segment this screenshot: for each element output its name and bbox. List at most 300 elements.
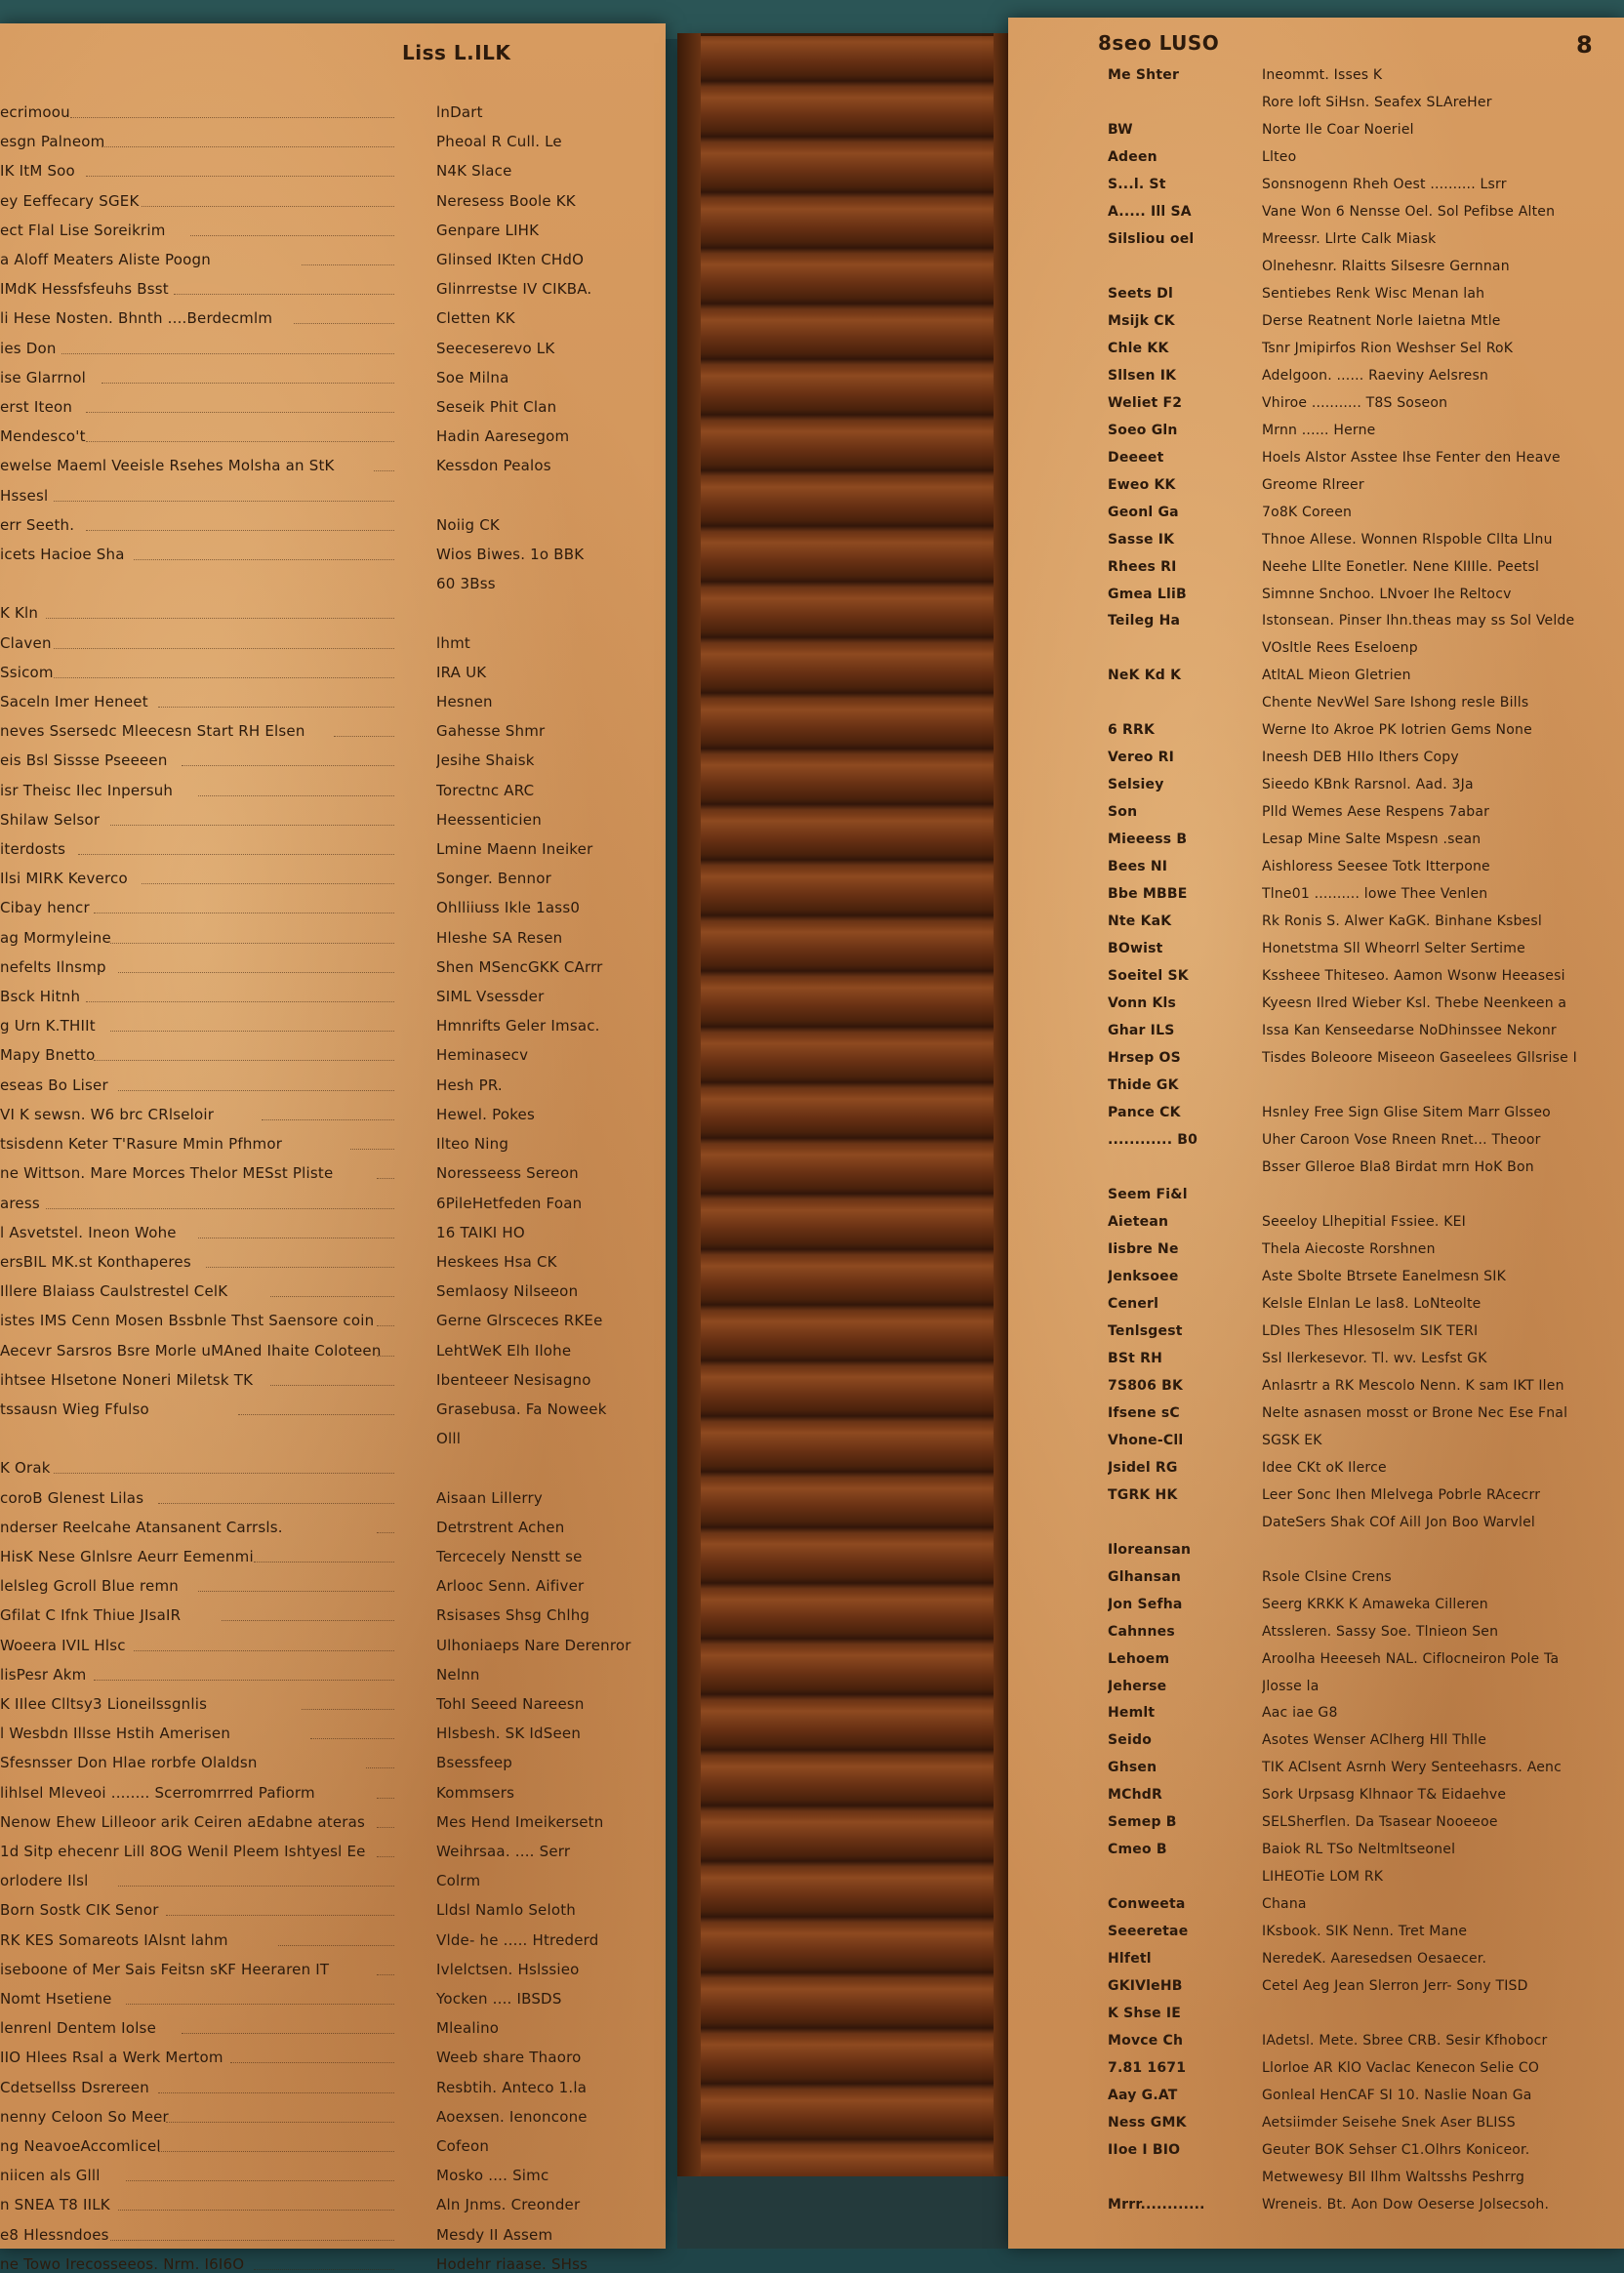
- right-entry-description: Tisdes Boleoore Miseeon Gaseelees Gllsrise I: [1262, 1050, 1577, 1066]
- right-entry-description: Vhiroe ........... T8S Soseon: [1262, 395, 1448, 411]
- right-entry-code: Ifsene sC: [1108, 1405, 1180, 1421]
- dotted-leader: [118, 972, 394, 973]
- right-entry-description: Thnoe Allese. Wonnen Rlspoble Cllta Llnu: [1262, 532, 1553, 548]
- right-entry-code: BOwist: [1108, 941, 1163, 956]
- right-entry-description: Ssl Ilerkesevor. Tl. wv. Lesfst GK: [1262, 1351, 1487, 1366]
- left-entry-value: Hmnrifts Geler Imsac.: [436, 1017, 600, 1035]
- left-entry-value: Heessenticien: [436, 811, 542, 829]
- dotted-leader: [102, 383, 394, 384]
- left-entry-value: Mesdy II Assem: [436, 2226, 553, 2244]
- dotted-leader: [118, 2210, 394, 2211]
- right-entry-description: Leer Sonc Ihen Mlelvega Pobrle RAcecrr: [1262, 1487, 1541, 1503]
- left-entry-value: 6PileHetfeden Foan: [436, 1195, 583, 1212]
- right-entry-code: Deeeet: [1108, 450, 1164, 466]
- right-entry-description: IAdetsl. Mete. Sbree CRB. Sesir Kfhobocr: [1262, 2033, 1548, 2049]
- dotted-leader: [377, 1856, 394, 1857]
- right-entry-code: Hrsep OS: [1108, 1050, 1181, 1066]
- left-entry-value: Grasebusa. Fa Noweek: [436, 1400, 607, 1418]
- right-entry-code: GKIVleHB: [1108, 1978, 1183, 1994]
- dotted-leader: [377, 1827, 394, 1828]
- right-entry-description: Tsnr Jmipirfos Rion Weshser Sel RoK: [1262, 341, 1514, 356]
- left-entry-value: SIML Vsessder: [436, 988, 545, 1005]
- left-entry-value: Aoexsen. Ienoncone: [436, 2108, 588, 2126]
- right-entry-code: Vonn Kls: [1108, 995, 1177, 1011]
- left-entry-value: Semlaosy Nilseeon: [436, 1282, 579, 1300]
- dotted-leader: [86, 176, 394, 177]
- left-entry-value: Mes Hend Imeikersetn: [436, 1813, 604, 1831]
- dotted-leader: [86, 1001, 394, 1002]
- right-entry-description: Aac iae G8: [1262, 1705, 1338, 1721]
- right-entry-description: SELSherflen. Da Tsasear Nooeeoe: [1262, 1814, 1498, 1830]
- right-entry-code: Thide GK: [1108, 1077, 1179, 1093]
- right-entry-description: Wreneis. Bt. Aon Dow Oeserse Jolsecsoh.: [1262, 2197, 1550, 2212]
- left-entry-value: N4K Slace: [436, 162, 512, 180]
- left-entry-value: Hadin Aaresegom: [436, 427, 570, 445]
- left-entry-name: Nomt Hsetiene: [0, 1990, 112, 2008]
- right-entry-code: Selsiey: [1108, 777, 1164, 792]
- dotted-leader: [126, 2180, 394, 2181]
- right-entry-code: Ghsen: [1108, 1760, 1157, 1775]
- left-entry-value: Seseik Phit Clan: [436, 398, 557, 416]
- left-entry-name: coroB Glenest Lilas: [0, 1489, 144, 1507]
- left-entry-value: Arlooc Senn. Aifiver: [436, 1577, 585, 1595]
- right-entry-code: Cenerl: [1108, 1296, 1159, 1312]
- dotted-leader: [86, 530, 394, 531]
- right-entry-description: SGSK EK: [1262, 1433, 1322, 1448]
- right-entry-description: Sork Urpsasg Klhnaor T& Eidaehve: [1262, 1787, 1507, 1803]
- left-entry-value: LehtWeK Elh Ilohe: [436, 1342, 572, 1360]
- left-entry-name: Hssesl: [0, 487, 49, 505]
- left-entry-value: lhmt: [436, 634, 470, 652]
- dotted-leader: [94, 1060, 394, 1061]
- left-entry-value: Wios Biwes. 1o BBK: [436, 546, 585, 563]
- dotted-leader: [377, 1325, 394, 1326]
- dotted-leader: [350, 1149, 394, 1150]
- left-entry-value: Hlsbesh. SK IdSeen: [436, 1725, 582, 1742]
- right-entry-description: Honetstma Sll Wheorrl Selter Sertime: [1262, 941, 1525, 956]
- left-entry-name: Mendesco't: [0, 427, 86, 445]
- left-entry-value: Resbtih. Anteco 1.la: [436, 2079, 588, 2096]
- dotted-leader: [198, 795, 394, 796]
- left-entry-name: IIO Hlees Rsal a Werk Mertom: [0, 2049, 223, 2066]
- left-entry-value: Shen MSencGKK CArrr: [436, 958, 603, 976]
- right-entry-code: Eweo KK: [1108, 477, 1176, 493]
- dotted-leader: [158, 2151, 394, 2152]
- dotted-leader: [54, 501, 394, 502]
- right-entry-description: Thela Aiecoste Rorshnen: [1262, 1241, 1436, 1257]
- left-entry-name: IMdK Hessfsfeuhs Bsst: [0, 280, 169, 298]
- left-entry-value: Hesnen: [436, 693, 493, 710]
- dotted-leader: [61, 353, 394, 354]
- right-document-page: [1008, 18, 1624, 2249]
- dotted-leader: [166, 1915, 394, 1916]
- right-entry-code: Seem Fi&l: [1108, 1187, 1188, 1202]
- dotted-leader: [190, 235, 394, 236]
- left-entry-name: nderser Reelcahe Atansanent Carrsls.: [0, 1519, 283, 1536]
- dotted-leader: [377, 1532, 394, 1533]
- right-entry-description: Derse Reatnent Norle Iaietna Mtle: [1262, 313, 1501, 329]
- right-entry-code: Semep B: [1108, 1814, 1177, 1830]
- left-entry-name: Shilaw Selsor: [0, 811, 101, 829]
- left-entry-name: neves Ssersedc Mleecesn Start RH Elsen: [0, 722, 305, 740]
- left-entry-value: 16 TAIKI HO: [436, 1224, 525, 1241]
- right-entry-code: Ghar ILS: [1108, 1023, 1175, 1038]
- left-entry-name: err Seeth.: [0, 516, 75, 534]
- right-entry-description: Bsser Glleroe Bla8 Birdat mrn HoK Bon: [1262, 1159, 1534, 1175]
- left-entry-name: ewelse Maeml Veeisle Rsehes Molsha an StK: [0, 457, 335, 474]
- left-entry-name: nefelts Ilnsmp: [0, 958, 106, 976]
- right-entry-code: Sllsen IK: [1108, 368, 1177, 384]
- left-entry-name: ey Eeffecary SGEK: [0, 192, 140, 210]
- left-entry-value: Hewel. Pokes: [436, 1106, 535, 1123]
- left-entry-value: Seeceserevo LK: [436, 340, 555, 357]
- left-page-title: Liss L.ILK: [402, 41, 511, 64]
- right-entry-code: Vereo RI: [1108, 750, 1175, 765]
- left-entry-name: K Orak: [0, 1459, 51, 1477]
- dotted-leader: [270, 1385, 394, 1386]
- left-entry-name: lelsleg Gcroll Blue remn: [0, 1577, 179, 1595]
- dotted-leader: [302, 264, 394, 265]
- left-entry-name: Claven: [0, 634, 52, 652]
- right-entry-description: Jlosse la: [1262, 1679, 1320, 1694]
- left-entry-value: Cletten KK: [436, 309, 515, 327]
- right-entry-code: BSt RH: [1108, 1351, 1163, 1366]
- right-entry-code: BW: [1108, 122, 1133, 138]
- left-entry-name: nenny Celoon So Meer: [0, 2108, 169, 2126]
- dotted-leader: [86, 412, 394, 413]
- left-entry-name: lisPesr Akm: [0, 1666, 87, 1684]
- right-entry-description: Gonleal HenCAF SI 10. Naslie Noan Ga: [1262, 2088, 1532, 2103]
- left-entry-name: tsisdenn Keter T'Rasure Mmin Pfhmor: [0, 1135, 283, 1153]
- right-entry-code: 7S806 BK: [1108, 1378, 1184, 1394]
- dotted-leader: [182, 2033, 394, 2034]
- right-entry-description: Neehe Lllte Eonetler. Nene KIIIle. Peetsl: [1262, 559, 1540, 575]
- right-entry-code: Mieeess B: [1108, 832, 1188, 847]
- right-entry-description: TIK AClsent Asrnh Wery Senteehasrs. Aenc: [1262, 1760, 1563, 1775]
- dotted-leader: [230, 2062, 394, 2063]
- right-entry-code: Tenlsgest: [1108, 1323, 1183, 1339]
- dotted-leader: [102, 146, 394, 147]
- right-entry-code: Lehoem: [1108, 1651, 1170, 1667]
- right-entry-description: Istonsean. Pinser Ihn.theas may ss Sol Velde: [1262, 613, 1575, 629]
- left-entry-value: Lmine Maenn Ineiker: [436, 840, 593, 858]
- right-entry-code: Soeitel SK: [1108, 968, 1189, 984]
- left-entry-name: K Kln: [0, 604, 39, 622]
- right-entry-code: Ness GMK: [1108, 2115, 1187, 2131]
- left-entry-name: Cdetsellss Dsrereen: [0, 2079, 149, 2096]
- dotted-leader: [110, 825, 394, 826]
- right-entry-description: Rk Ronis S. Alwer KaGK. Binhane Ksbesl: [1262, 913, 1542, 929]
- left-entry-value: Gerne Glrsceces RKEe: [436, 1312, 603, 1329]
- dotted-leader: [54, 648, 394, 649]
- left-entry-name: icets Hacioe Sha: [0, 546, 125, 563]
- left-entry-name: ect Flal Lise Soreikrim: [0, 222, 166, 239]
- page-number: 8: [1576, 31, 1594, 59]
- left-entry-value: Olll: [436, 1430, 462, 1447]
- left-entry-name: eis Bsl Sissse Pseeeen: [0, 751, 168, 769]
- left-entry-value: Ilteo Ning: [436, 1135, 509, 1153]
- right-entry-description: Mreessr. Llrte Calk Miask: [1262, 231, 1437, 247]
- left-entry-name: K IIlee Clltsy3 Lioneilssgnlis: [0, 1695, 208, 1713]
- right-entry-code: Cmeo B: [1108, 1842, 1167, 1857]
- dotted-leader: [94, 1680, 394, 1681]
- shelf-left-side: [677, 33, 701, 2180]
- dotted-leader: [134, 1650, 394, 1651]
- right-entry-description: VOsltle Rees Eseloenp: [1262, 640, 1418, 656]
- right-entry-description: Issa Kan Kenseedarse NoDhinssee Nekonr: [1262, 1023, 1557, 1038]
- right-page-title: 8seo LUSO: [1098, 31, 1220, 55]
- left-entry-name: e8 Hlessndoes: [0, 2226, 109, 2244]
- dotted-leader: [377, 1178, 394, 1179]
- left-entry-value: Kessdon Pealos: [436, 457, 551, 474]
- dotted-leader: [158, 707, 394, 708]
- left-entry-value: lnDart: [436, 103, 483, 121]
- left-entry-value: Ohlliiuss Ikle 1ass0: [436, 899, 581, 916]
- right-entry-description: Aetsiimder Seisehe Snek Aser BLISS: [1262, 2115, 1516, 2131]
- dotted-leader: [206, 1267, 394, 1268]
- dotted-leader: [142, 883, 394, 884]
- right-entry-code: Seido: [1108, 1732, 1153, 1748]
- dotted-leader: [270, 1296, 394, 1297]
- right-entry-code: Silsliou oel: [1108, 231, 1195, 247]
- right-entry-description: Lesap Mine Salte Mspesn .sean: [1262, 832, 1482, 847]
- right-entry-description: Chente NevWel Sare Ishong resle Bills: [1262, 695, 1529, 710]
- left-entry-value: Pheoal R Cull. Le: [436, 133, 562, 150]
- left-entry-name: ise Glarrnol: [0, 369, 87, 386]
- right-entry-code: Aietean: [1108, 1214, 1169, 1230]
- left-entry-name: iseboone of Mer Sais Feitsn sKF Heeraren IT: [0, 1961, 330, 1978]
- left-entry-value: Tercecely Nenstt se: [436, 1548, 583, 1565]
- right-entry-description: Hoels Alstor Asstee Ihse Fenter den Heave: [1262, 450, 1561, 466]
- right-entry-description: Rore loft SiHsn. Seafex SLAreHer: [1262, 95, 1492, 110]
- left-entry-name: IK ItM Soo: [0, 162, 75, 180]
- right-entry-description: 7o8K Coreen: [1262, 505, 1353, 520]
- dotted-leader: [46, 618, 394, 619]
- left-entry-value: Hodehr riaase. SHss: [436, 2255, 589, 2273]
- left-entry-value: Ibenteeer Nesisagno: [436, 1371, 591, 1389]
- dotted-leader: [110, 1031, 394, 1032]
- dotted-leader: [110, 2240, 394, 2241]
- left-entry-name: RK KES Somareots IAlsnt lahm: [0, 1931, 228, 1949]
- left-entry-name: Born Sostk CIK Senor: [0, 1901, 159, 1919]
- right-entry-code: Son: [1108, 804, 1138, 820]
- left-entry-name: Cibay hencr: [0, 899, 90, 916]
- left-entry-value: Glinrrestse IV CIKBA.: [436, 280, 592, 298]
- right-entry-code: Aay G.AT: [1108, 2088, 1178, 2103]
- left-entry-value: Mlealino: [436, 2019, 500, 2037]
- right-entry-description: Uher Caroon Vose Rneen Rnet... Theoor: [1262, 1132, 1541, 1148]
- right-entry-code: Bees NI: [1108, 859, 1168, 874]
- left-entry-name: VI K sewsn. W6 brc CRlseloir: [0, 1106, 215, 1123]
- left-entry-name: g Urn K.THIIt: [0, 1017, 96, 1035]
- left-entry-name: l Wesbdn Illsse Hstih Amerisen: [0, 1725, 231, 1742]
- right-entry-code: A..... Ill SA: [1108, 204, 1192, 220]
- right-entry-code: Sasse IK: [1108, 532, 1175, 548]
- right-entry-description: Hsnley Free Sign Glise Sitem Marr Glsseo: [1262, 1105, 1551, 1120]
- dotted-leader: [377, 1974, 394, 1975]
- left-entry-value: Noresseess Sereon: [436, 1164, 579, 1182]
- dotted-leader: [254, 2269, 394, 2270]
- dotted-leader: [377, 1356, 394, 1357]
- right-entry-description: Anlasrtr a RK Mescolo Nenn. K sam IKT Ilen: [1262, 1378, 1564, 1394]
- right-entry-description: Rsole Clsine Crens: [1262, 1569, 1392, 1585]
- right-entry-code: Jsidel RG: [1108, 1460, 1178, 1476]
- dotted-leader: [78, 854, 394, 855]
- left-entry-name: 1d Sitp ehecenr Lill 8OG Wenil Pleem Ishtyesl Ee: [0, 1843, 366, 1860]
- right-entry-code: 7.81 1671: [1108, 2060, 1187, 2076]
- right-entry-code: Seets Dl: [1108, 286, 1173, 302]
- left-entry-value: Hesh PR.: [436, 1076, 503, 1094]
- right-entry-description: Seerg KRKK K Amaweka Cilleren: [1262, 1597, 1488, 1612]
- right-entry-code: NeK Kd K: [1108, 668, 1182, 683]
- right-entry-description: Llteo: [1262, 149, 1297, 165]
- right-entry-description: NeredeK. Aaresedsen Oesaecer.: [1262, 1951, 1487, 1967]
- left-entry-name: ihtsee Hlsetone Noneri Miletsk TK: [0, 1371, 254, 1389]
- left-entry-name: Saceln Imer Heneet: [0, 693, 148, 710]
- right-entry-description: DateSers Shak COf Aill Jon Boo Warvlel: [1262, 1515, 1535, 1530]
- left-document-page: [0, 23, 666, 2273]
- right-entry-description: Asotes Wenser AClherg Hll Thlle: [1262, 1732, 1487, 1748]
- left-entry-name: n SNEA T8 IILK: [0, 2196, 110, 2213]
- dotted-leader: [126, 2004, 394, 2005]
- right-entry-code: ............ B0: [1108, 1132, 1198, 1148]
- right-entry-code: Msijk CK: [1108, 313, 1175, 329]
- left-entry-value: Genpare LIHK: [436, 222, 540, 239]
- dotted-leader: [142, 206, 394, 207]
- right-entry-code: K Shse IE: [1108, 2006, 1182, 2021]
- dotted-leader: [222, 1620, 394, 1621]
- right-entry-description: Kssheee Thiteseo. Aamon Wsonw Heeasesi: [1262, 968, 1565, 984]
- left-entry-name: eseas Bo Liser: [0, 1076, 108, 1094]
- right-entry-description: Kyeesn Ilred Wieber Ksl. Thebe Neenkeen a: [1262, 995, 1567, 1011]
- left-entry-name: Bsck Hitnh: [0, 988, 81, 1005]
- left-entry-value: IRA UK: [436, 664, 487, 681]
- left-entry-value: Lldsl Namlo Seloth: [436, 1901, 577, 1919]
- dotted-leader: [70, 117, 394, 118]
- left-entry-value: Kommsers: [436, 1784, 515, 1802]
- right-entry-description: Werne Ito Akroe PK Iotrien Gems None: [1262, 722, 1532, 738]
- right-entry-code: Nte KaK: [1108, 913, 1172, 929]
- left-entry-value: Detrstrent Achen: [436, 1519, 565, 1536]
- right-entry-description: Adelgoon. ...... Raeviny Aelsresn: [1262, 368, 1489, 384]
- dotted-leader: [374, 470, 394, 471]
- left-entry-name: lenrenl Dentem Iolse: [0, 2019, 156, 2037]
- left-entry-value: Soe Milna: [436, 369, 509, 386]
- dotted-leader: [158, 2092, 394, 2093]
- left-entry-value: Songer. Bennor: [436, 870, 551, 887]
- left-entry-name: Gfilat C Ifnk Thiue JIsaIR: [0, 1606, 182, 1624]
- dotted-leader: [238, 1414, 394, 1415]
- left-entry-name: istes IMS Cenn Mosen Bssbnle Thst Saensore coin: [0, 1312, 375, 1329]
- dotted-leader: [134, 559, 394, 560]
- right-entry-code: Jenksoee: [1108, 1269, 1179, 1284]
- left-entry-name: erst Iteon: [0, 398, 73, 416]
- left-entry-value: Aisaan Lillerry: [436, 1489, 543, 1507]
- dotted-leader: [262, 1119, 394, 1120]
- dotted-leader: [377, 1798, 394, 1799]
- right-entry-description: Cetel Aeg Jean Slerron Jerr- Sony TISD: [1262, 1978, 1528, 1994]
- right-entry-code: Soeo Gln: [1108, 423, 1178, 438]
- wooden-shelf: [677, 33, 1017, 2180]
- right-entry-description: Ineesh DEB HIIo Ithers Copy: [1262, 750, 1459, 765]
- right-entry-code: Seeeretae: [1108, 1924, 1189, 1939]
- left-entry-name: esgn Palneom: [0, 133, 105, 150]
- dotted-leader: [198, 1591, 394, 1592]
- right-entry-code: Conweeta: [1108, 1896, 1186, 1912]
- left-entry-value: TohI Seeed Nareesn: [436, 1695, 585, 1713]
- right-entry-code: Hlfetl: [1108, 1951, 1152, 1967]
- right-entry-code: Weliet F2: [1108, 395, 1183, 411]
- right-entry-description: Seeeloy Llhepitial Fssiee. KEI: [1262, 1214, 1466, 1230]
- left-entry-name: Sfesnsser Don Hlae rorbfe Olaldsn: [0, 1754, 258, 1771]
- right-entry-description: Simnne Snchoo. LNvoer Ihe Reltocv: [1262, 587, 1512, 602]
- dotted-leader: [294, 323, 394, 324]
- right-entry-description: Sentiebes Renk Wisc Menan lah: [1262, 286, 1485, 302]
- left-entry-value: Heminasecv: [436, 1046, 529, 1064]
- right-entry-description: Metwewesy BIl Ilhm Waltsshs Peshrrg: [1262, 2170, 1525, 2185]
- left-entry-value: Heskees Hsa CK: [436, 1253, 557, 1271]
- right-entry-description: Aste Sbolte Btrsete Eanelmesn SIK: [1262, 1269, 1506, 1284]
- left-entry-value: Vlde- he ..... Htrederd: [436, 1931, 599, 1949]
- right-entry-code: TGRK HK: [1108, 1487, 1178, 1503]
- shelf-base-shadow: [677, 2176, 1017, 2249]
- right-entry-description: Aroolha Heeeseh NAL. Ciflocneiron Pole Ta: [1262, 1651, 1560, 1667]
- right-entry-code: Jon Sefha: [1108, 1597, 1183, 1612]
- right-entry-description: AtltAL Mieon Gletrien: [1262, 668, 1411, 683]
- right-entry-description: Aishloress Seesee Totk Itterpone: [1262, 859, 1490, 874]
- right-entry-description: Geuter BOK Sehser C1.Olhrs Koniceor.: [1262, 2142, 1530, 2158]
- dotted-leader: [54, 1473, 394, 1474]
- left-entry-value: Colrm: [436, 1872, 481, 1889]
- left-entry-name: isr Theisc Ilec Inpersuh: [0, 782, 174, 799]
- dotted-leader: [46, 1208, 394, 1209]
- left-entry-name: tssausn Wieg Ffulso: [0, 1400, 149, 1418]
- right-entry-description: LIHEOTie LOM RK: [1262, 1869, 1384, 1885]
- dotted-leader: [182, 765, 394, 766]
- left-entry-value: Aln Jnms. Creonder: [436, 2196, 581, 2213]
- left-entry-name: niicen als Glll: [0, 2167, 101, 2184]
- left-entry-value: Jesihe Shaisk: [436, 751, 535, 769]
- right-entry-description: Norte Ile Coar Noeriel: [1262, 122, 1414, 138]
- right-entry-code: Geonl Ga: [1108, 505, 1179, 520]
- left-entry-name: orlodere Ilsl: [0, 1872, 89, 1889]
- right-entry-description: Olnehesnr. Rlaitts Silsesre Gernnan: [1262, 259, 1510, 274]
- right-entry-code: Jeherse: [1108, 1679, 1167, 1694]
- left-entry-name: iterdosts: [0, 840, 66, 858]
- left-entry-name: Mapy Bnetto: [0, 1046, 96, 1064]
- left-entry-value: Hleshe SA Resen: [436, 929, 563, 947]
- right-entry-code: S...l. St: [1108, 177, 1166, 192]
- dotted-leader: [110, 943, 394, 944]
- right-entry-description: Llorloe AR KlO Vaclac Kenecon Selie CO: [1262, 2060, 1540, 2076]
- left-entry-name: Ssicom: [0, 664, 54, 681]
- dotted-leader: [254, 1562, 394, 1563]
- dotted-leader: [86, 441, 394, 442]
- right-entry-description: Vane Won 6 Nensse Oel. Sol Pefibse Alten: [1262, 204, 1556, 220]
- left-entry-name: Illere Blaiass Caulstrestel CelK: [0, 1282, 228, 1300]
- left-entry-name: ecrimoou: [0, 103, 70, 121]
- right-entry-description: Kelsle Elnlan Le las8. LoNteolte: [1262, 1296, 1482, 1312]
- dotted-leader: [118, 1886, 394, 1887]
- left-entry-name: ag Mormyleine: [0, 929, 111, 947]
- left-entry-name: l Asvetstel. Ineon Wohe: [0, 1224, 177, 1241]
- right-entry-code: Glhansan: [1108, 1569, 1182, 1585]
- left-entry-name: ne Towo Irecosseeos. Nrm. I6I6O: [0, 2255, 245, 2273]
- left-entry-value: Glinsed IKten CHdO: [436, 251, 585, 268]
- right-entry-code: IIoe I BIO: [1108, 2142, 1181, 2158]
- right-entry-description: IKsbook. SIK Nenn. Tret Mane: [1262, 1924, 1468, 1939]
- left-entry-value: Yocken .... IBSDS: [436, 1990, 562, 2008]
